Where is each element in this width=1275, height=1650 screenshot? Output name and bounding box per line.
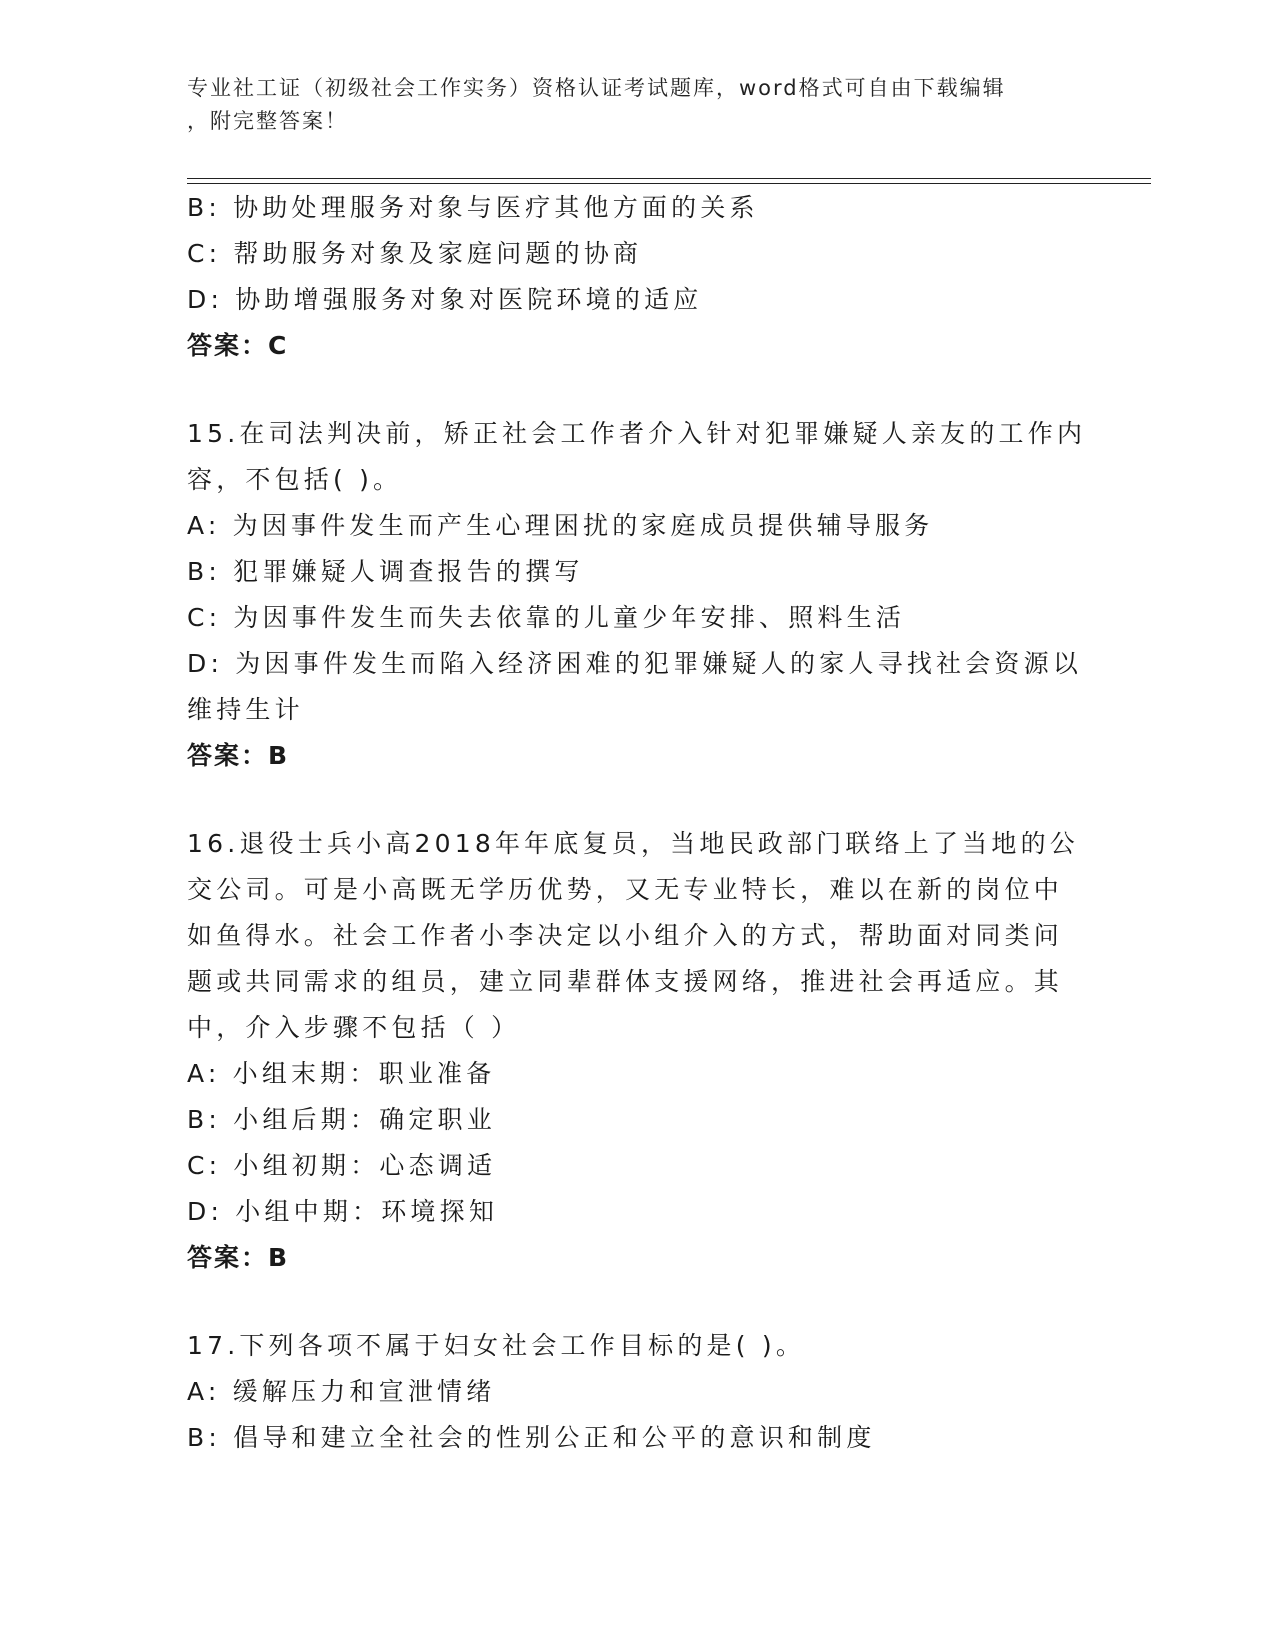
- option-d: D: 协助增强服务对象对医院环境的适应: [187, 285, 703, 314]
- page-header: [187, 72, 1067, 138]
- question-15-block: [187, 411, 1087, 779]
- question-stem-line: 容，不包括( )。: [187, 465, 403, 494]
- spacer: [187, 779, 1087, 821]
- question-stem-line: 17.下列各项不属于妇女社会工作目标的是( )。: [187, 1331, 806, 1360]
- option-c: C: 小组初期：心态调适: [187, 1151, 497, 1180]
- option-b: B: 协助处理服务对象与医疗其他方面的关系: [187, 193, 759, 222]
- question-stem-line: 16.退役士兵小高2018年年底复员，当地民政部门联络上了当地的公: [187, 829, 1079, 858]
- question-content: [187, 185, 1087, 1461]
- question-stem-line: 如鱼得水。社会工作者小李决定以小组介入的方式，帮助面对同类问: [187, 921, 1064, 950]
- question-stem-line: 中，介入步骤不包括（ ）: [187, 1013, 521, 1042]
- answer-line: 答案：B: [187, 741, 290, 770]
- question-stem-line: 题或共同需求的组员，建立同辈群体支援网络，推进社会再适应。其: [187, 967, 1064, 996]
- answer-line: 答案：B: [187, 1243, 290, 1272]
- option-d: D: 为因事件发生而陷入经济困难的犯罪嫌疑人的家人寻找社会资源以: [187, 649, 1083, 678]
- option-d-continued: 维持生计: [187, 695, 304, 724]
- option-c: C: 帮助服务对象及家庭问题的协商: [187, 239, 643, 268]
- option-a: A: 缓解压力和宣泄情绪: [187, 1377, 496, 1406]
- question-14-block: [187, 185, 1087, 369]
- option-b: B: 小组后期：确定职业: [187, 1105, 496, 1134]
- spacer: [187, 1281, 1087, 1323]
- header-divider-bottom: [187, 183, 1151, 184]
- spacer: [187, 369, 1087, 411]
- question-stem-line: 15.在司法判决前，矫正社会工作者介入针对犯罪嫌疑人亲友的工作内: [187, 419, 1087, 448]
- header-line-2: ，附完整答案！: [187, 109, 348, 133]
- answer-line: 答案：C: [187, 331, 289, 360]
- option-a: A: 为因事件发生而产生心理困扰的家庭成员提供辅导服务: [187, 511, 934, 540]
- header-line-1: 专业社工证（初级社会工作实务）资格认证考试题库，word格式可自由下载编辑: [187, 76, 1006, 100]
- question-17-block: [187, 1323, 1087, 1461]
- option-d: D: 小组中期：环境探知: [187, 1197, 499, 1226]
- option-c: C: 为因事件发生而失去依靠的儿童少年安排、照料生活: [187, 603, 906, 632]
- question-stem-line: 交公司。可是小高既无学历优势，又无专业特长，难以在新的岗位中: [187, 875, 1064, 904]
- header-divider-top: [187, 178, 1151, 179]
- option-b: B: 犯罪嫌疑人调查报告的撰写: [187, 557, 584, 586]
- question-16-block: [187, 821, 1087, 1281]
- option-b: B: 倡导和建立全社会的性别公正和公平的意识和制度: [187, 1423, 876, 1452]
- option-a: A: 小组末期：职业准备: [187, 1059, 496, 1088]
